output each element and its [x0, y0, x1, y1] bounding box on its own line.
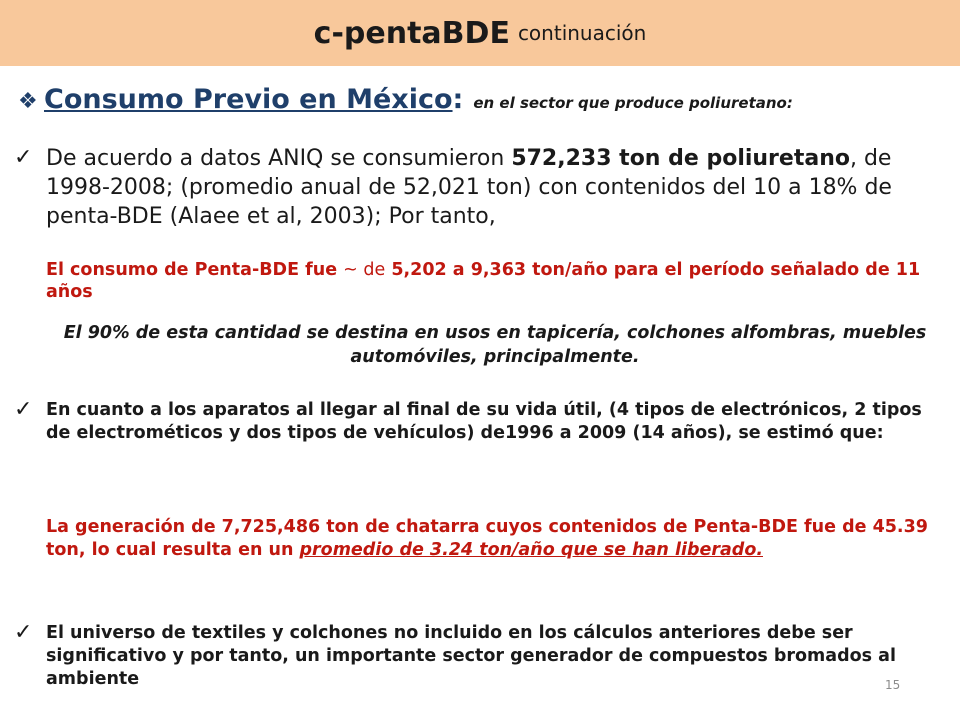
page-number: 15 [885, 678, 901, 692]
slide-title: c-pentaBDE [313, 15, 510, 51]
bullet-2-text: En cuanto a los aparatos al llegar al final de su vida útil, (4 tipos de electrónicos, 2 tipos de electrométicos y dos tipos de vehículos) de1996 a 2009 (14 años), se estimó que: [46, 400, 922, 443]
bullet-1-red-part-1: El consumo de Penta-BDE fue [46, 260, 344, 280]
heading-title: Consumo Previo en México [44, 84, 453, 115]
checkmark-icon: ✓ [14, 145, 33, 170]
bullet-1-italic-note: El 90% de esta cantidad se destina en usos en tapicería, colchones alfombras, muebles automóviles, principalmente. [63, 323, 927, 367]
bullet-2-red-part-1: La generación de 7,725,486 ton de chatarra cuyos contenidos de Penta-BDE fue de 45.39 ton, lo cual resulta en un [46, 517, 928, 560]
checkmark-icon: ✓ [14, 620, 33, 645]
bullet-1-red-part-2: 5,202 a 9,363 ton/año para el período señalado de 11 años [46, 260, 921, 302]
bullet-2-red-underlined: promedio de 3.24 ton/año que se han liberado. [299, 540, 763, 560]
bullet-1-bold: 572,233 ton de poliuretano [511, 146, 850, 171]
bullet-1-text [46, 144, 944, 231]
slide-subtitle: continuación [517, 21, 647, 45]
bullet-1-red-text [46, 259, 944, 303]
checkmark-icon: ✓ [14, 397, 33, 422]
diamond-bullet-icon: ❖ [18, 89, 38, 114]
section-heading [18, 84, 950, 115]
bullet-1-part-1: De acuerdo a datos ANIQ se consumieron [46, 146, 512, 171]
title-bar [0, 0, 960, 66]
heading-colon: : [452, 84, 464, 115]
approx-symbol: ~ de [343, 260, 386, 280]
heading-subtitle: en el sector que produce poliuretano: [473, 94, 793, 112]
bullet-2-red-text [46, 516, 944, 562]
bullet-1-part-2: , de 1998-2008; (promedio anual de 52,021 ton) con contenidos del 10 a 18% de penta-BDE (Alaee et al, 2003); Por tanto, [46, 146, 892, 229]
bullet-3-text: El universo de textiles y colchones no incluido en los cálculos anteriores debe ser significativo y por tanto, un importante sector generador de compuestos bromados al ambiente [46, 623, 896, 689]
